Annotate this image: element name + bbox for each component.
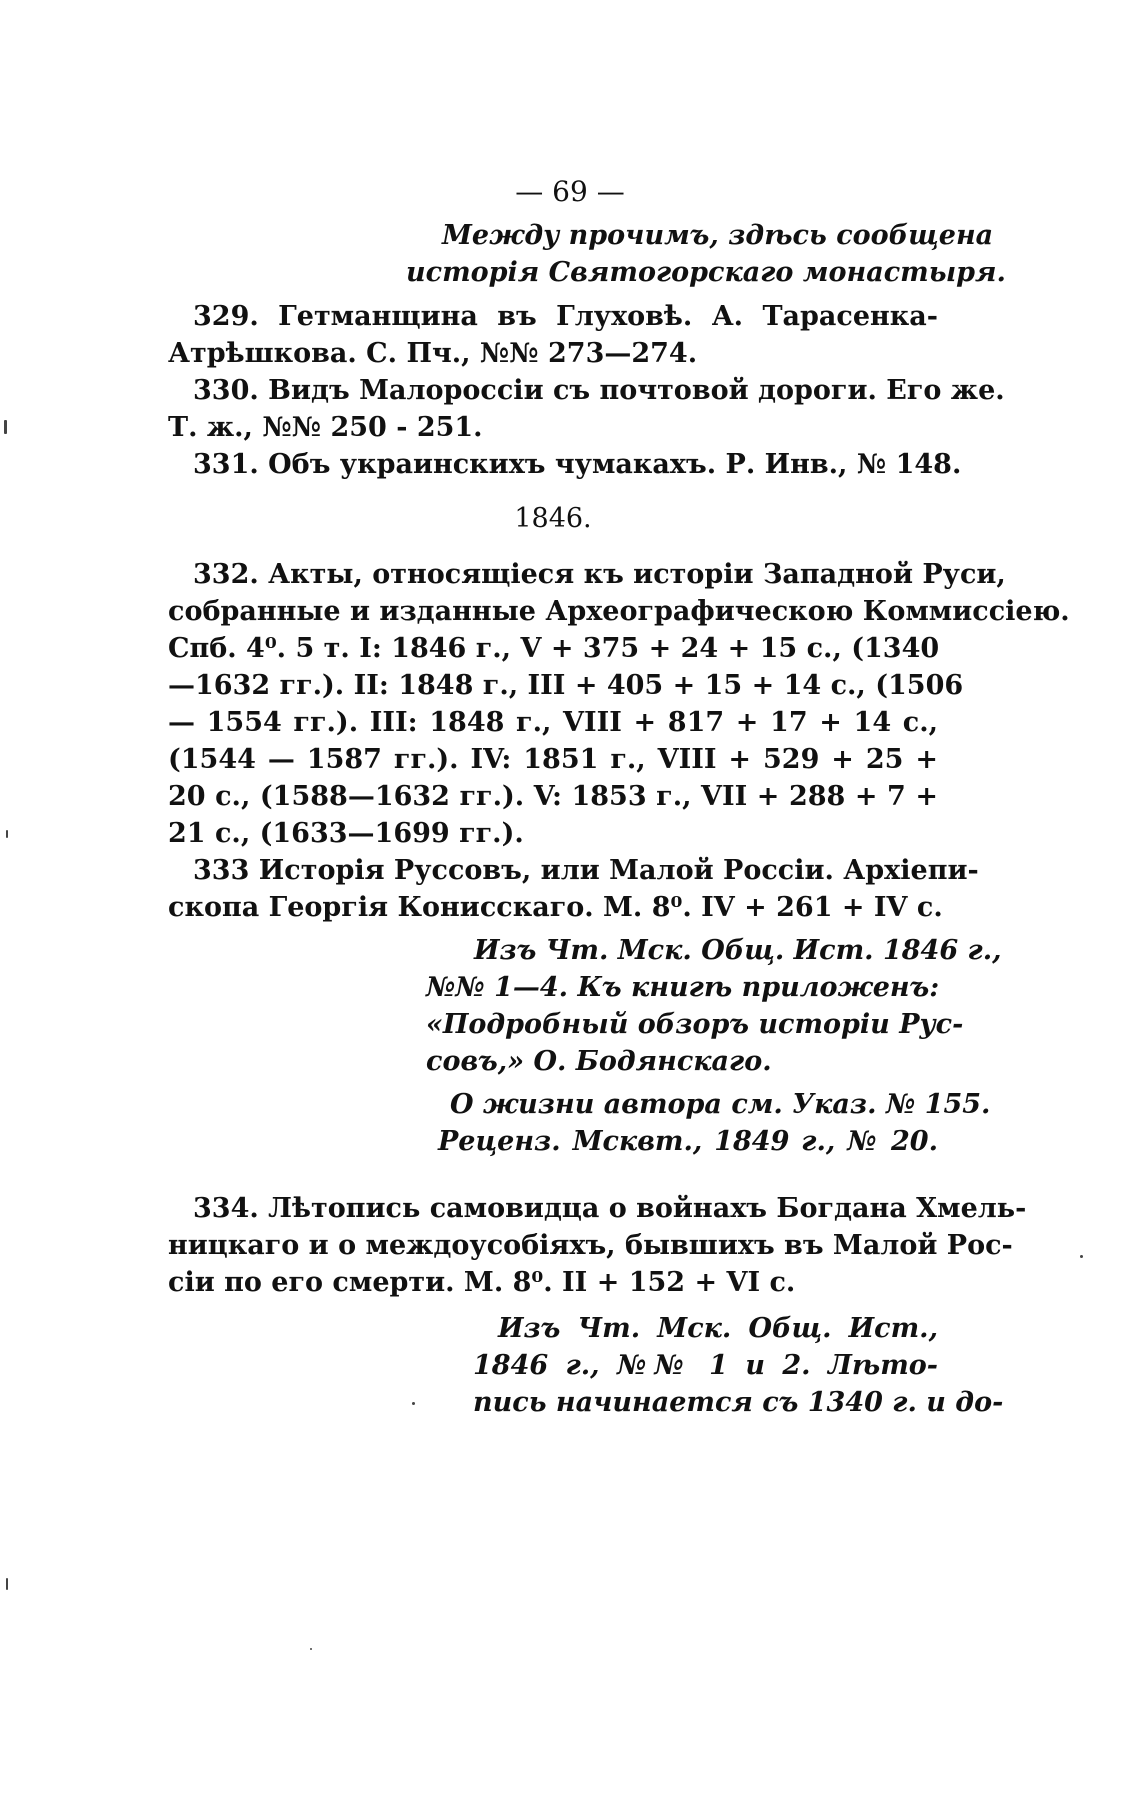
note-line: О жизни автора см. Указ. № 155. — [450, 1089, 991, 1120]
note-line: «Подробный обзоръ исторіи Рус- — [426, 1009, 964, 1040]
note-line: Изъ Чт. Мск. Общ. Ист., — [498, 1313, 938, 1344]
scan-speck — [412, 1402, 415, 1405]
entry-334-line-3: сіи по его смерти. М. 8⁰. II + 152 + VI с. — [168, 1267, 796, 1298]
entry-329-line-2: Атрѣшкова. С. Пч., №№ 273—274. — [168, 338, 698, 369]
scan-speck — [6, 1578, 8, 1590]
scan-speck — [4, 420, 7, 434]
entry-330-line-1: 330. Видъ Малороссіи съ почтовой дороги. Его же. — [193, 375, 1005, 406]
entry-332-line-5: — 1554 гг.). III: 1848 г., VIII + 817 + 17 + 14 с., — [168, 707, 938, 738]
entry-334-line-1: 334. Лѣтопись самовидца о войнахъ Богдана Хмель- — [193, 1193, 1027, 1224]
note-line: Между прочимъ, здѣсь сообщена — [442, 220, 994, 251]
entry-330-line-2: Т. ж., №№ 250 - 251. — [168, 412, 483, 443]
entry-333-line-1: 333 Исторія Руссовъ, или Малой Россіи. Архіепи- — [193, 855, 979, 886]
note-line: совъ,» О. Бодянскаго. — [426, 1046, 772, 1077]
entry-332-line-4: —1632 гг.). II: 1848 г., III + 405 + 15 + 14 с., (1506 — [168, 670, 964, 701]
note-line: 1846 г., №№ 1 и 2. Лѣто- — [473, 1350, 938, 1381]
entry-333-line-2: скопа Георгія Конисскаго. М. 8⁰. IV + 261 + IV с. — [168, 892, 943, 923]
note-line: исторія Святогорскаго монастыря. — [406, 257, 1006, 288]
entry-332-line-7: 20 с., (1588—1632 гг.). V: 1853 г., VII + 288 + 7 + — [168, 781, 938, 812]
note-line: пись начинается съ 1340 г. и до- — [473, 1387, 1004, 1418]
note-line: №№ 1—4. Къ книгѣ приложенъ: — [426, 972, 940, 1003]
entry-331: 331. Объ украинскихъ чумакахъ. Р. Инв., № 148. — [193, 449, 962, 480]
scan-speck — [1080, 1255, 1083, 1258]
entry-334-line-2: ницкаго и о междоусобіяхъ, бывшихъ въ Малой Рос- — [168, 1230, 1013, 1261]
entry-332-line-2: собранные и изданные Археографическою Коммиссіею. — [168, 596, 1070, 627]
scan-speck — [6, 830, 8, 838]
entry-332-line-1: 332. Акты, относящіеся къ исторіи Западной Руси, — [193, 559, 1006, 590]
scan-speck — [310, 1648, 312, 1650]
page-number: — 69 — — [515, 175, 625, 208]
entry-329-line-1: 329. Гетманщина въ Глуховѣ. А. Тарасенка- — [193, 301, 938, 332]
note-line: Реценз. Мсквт., 1849 г., № 20. — [438, 1126, 938, 1157]
entry-332-line-6: (1544 — 1587 гг.). IV: 1851 г., VIII + 529 + 25 + — [168, 744, 938, 775]
note-line: Изъ Чт. Мск. Общ. Ист. 1846 г., — [474, 935, 1002, 966]
year-heading: 1846. — [514, 503, 592, 534]
entry-332-line-8: 21 с., (1633—1699 гг.). — [168, 818, 524, 849]
entry-332-line-3: Спб. 4⁰. 5 т. I: 1846 г., V + 375 + 24 + 15 с., (1340 — [168, 633, 940, 664]
